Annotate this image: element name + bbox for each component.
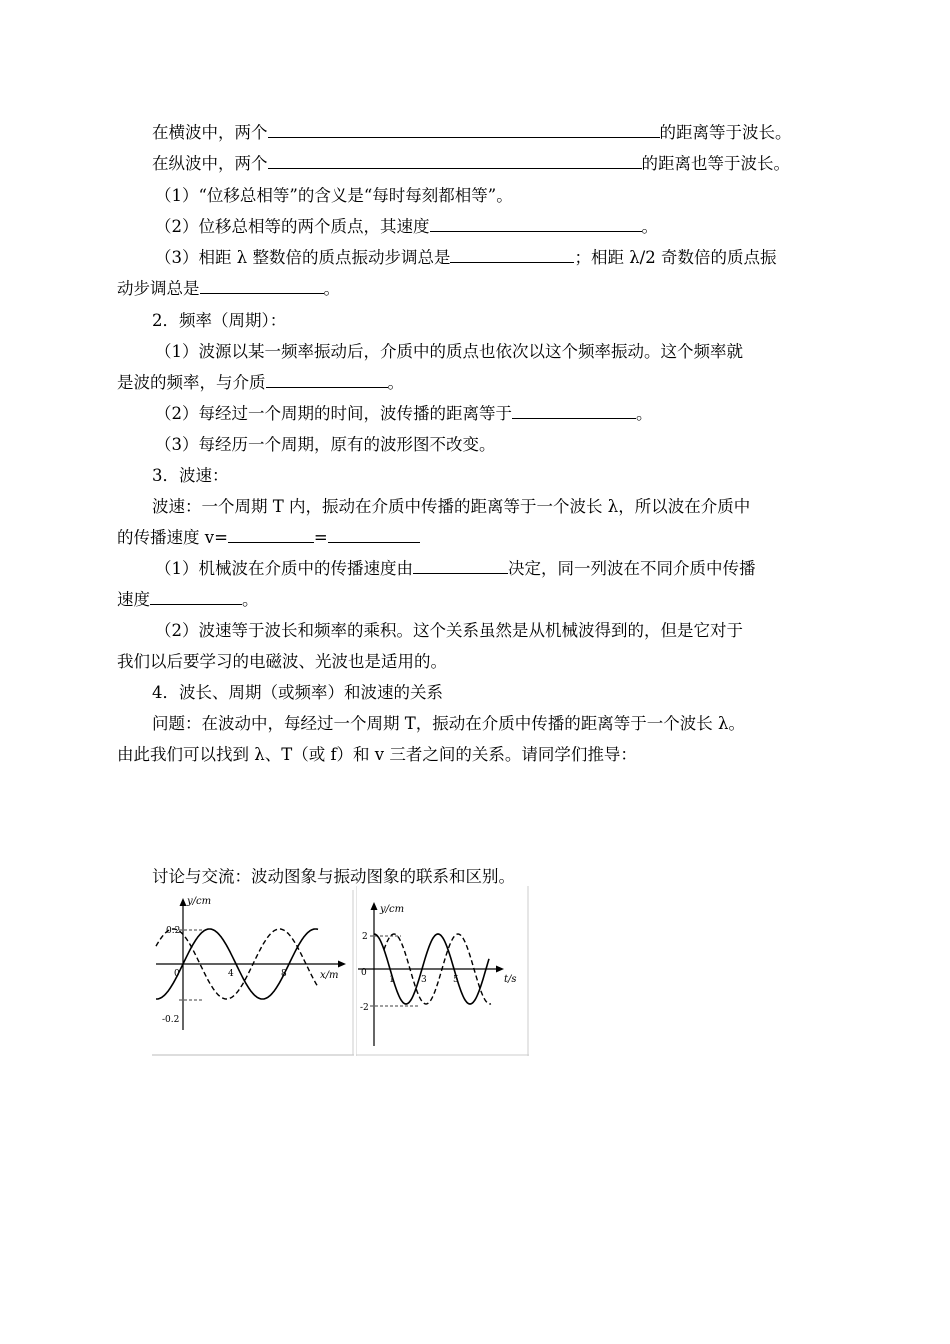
origin-label: 0 (361, 968, 367, 978)
fill-blank[interactable] (266, 373, 388, 388)
fill-blank[interactable] (328, 528, 420, 543)
fill-blank[interactable] (228, 528, 314, 543)
text-line-18: 我们以后要学习的电磁波、光波也是适用的。 (117, 652, 447, 671)
x-axis-arrow (338, 961, 346, 968)
text-line-6: 动步调总是 。 (117, 279, 340, 298)
text-line-20: 问题：在波动中，每经过一个周期 T，振动在介质中传播的距离等于一个波长 λ。 (152, 714, 745, 733)
t-tick-5: 5 (453, 975, 459, 985)
text-line-11: （3）每经历一个周期，原有的波形图不改变。 (155, 435, 496, 454)
text-line-21: 由此我们可以找到 λ、T（或 f）和 v 三者之间的关系。请同学们推导： (117, 745, 637, 764)
text-line-17: （2）波速等于波长和频率的乘积。这个关系虽然是从机械波得到的，但是它对于 (155, 621, 743, 640)
t-axis-arrow (496, 966, 504, 973)
fill-blank[interactable] (268, 123, 660, 138)
text-line-3: （1）“位移总相等”的含义是“每时每刻都相等”。 (155, 186, 513, 205)
text-line-16: 速度 。 (117, 590, 259, 609)
y-axis-label: y/cm (380, 904, 405, 915)
fill-blank[interactable] (430, 217, 642, 232)
text-line-15: （1）机械波在介质中的传播速度由 决定，同一列波在不同介质中传播 (155, 559, 756, 578)
t-tick-1: 1 (389, 975, 395, 985)
fill-blank[interactable] (268, 154, 642, 169)
text-line-5: （3）相距 λ 整数倍的质点振动步调总是 ；相距 λ/2 奇数倍的质点振 (155, 248, 777, 267)
origin-label: 0 (174, 969, 180, 979)
text-line-9: 是波的频率，与介质 。 (117, 373, 404, 392)
t-axis-label: t/s (504, 974, 517, 985)
x-axis-label: x/m (320, 970, 339, 981)
fill-blank[interactable] (200, 279, 324, 294)
vibration-graph-figure (356, 886, 529, 1056)
fill-blank[interactable] (413, 559, 508, 574)
section-heading-frequency: 2．频率（周期）： (152, 311, 287, 330)
fill-blank[interactable] (150, 590, 242, 605)
text-line-13: 波速：一个周期 T 内，振动在介质中传播的距离等于一个波长 λ，所以波在介质中 (152, 497, 751, 516)
text-line-1: 在横波中，两个 的距离等于波长。 (152, 123, 792, 142)
text-line-2: 在纵波中，两个 的距离也等于波长。 (152, 154, 790, 173)
y-max-tick: 2 (362, 932, 368, 942)
x-tick-8: 8 (281, 969, 287, 979)
section-heading-relation: 4．波长、周期（或频率）和波速的关系 (152, 683, 443, 702)
text-line-4: （2）位移总相等的两个质点，其速度 。 (155, 217, 658, 236)
text-line-8: （1）波源以某一频率振动后，介质中的质点也依次以这个频率振动。这个频率就 (155, 342, 743, 361)
t-tick-3: 3 (421, 975, 427, 985)
section-heading-speed: 3．波速： (152, 466, 229, 485)
y-axis-arrow (180, 898, 187, 906)
y-axis-arrow (371, 902, 378, 910)
text-line-14: 的传播速度 v= = (117, 527, 817, 549)
y-min-tick: -0.2 (162, 1015, 180, 1025)
wave-graph-figure (152, 890, 354, 1056)
y-max-tick: 0.2 (166, 926, 181, 936)
discussion-prompt: 讨论与交流：波动图象与振动图象的联系和区别。 (152, 867, 515, 886)
fill-blank[interactable] (512, 404, 636, 419)
y-axis-label: y/cm (187, 896, 212, 907)
text-line-10: （2）每经过一个周期的时间，波传播的距离等于 。 (155, 404, 653, 423)
x-tick-4: 4 (228, 969, 234, 979)
y-min-tick: -2 (360, 1003, 369, 1013)
fill-blank[interactable] (450, 248, 574, 263)
